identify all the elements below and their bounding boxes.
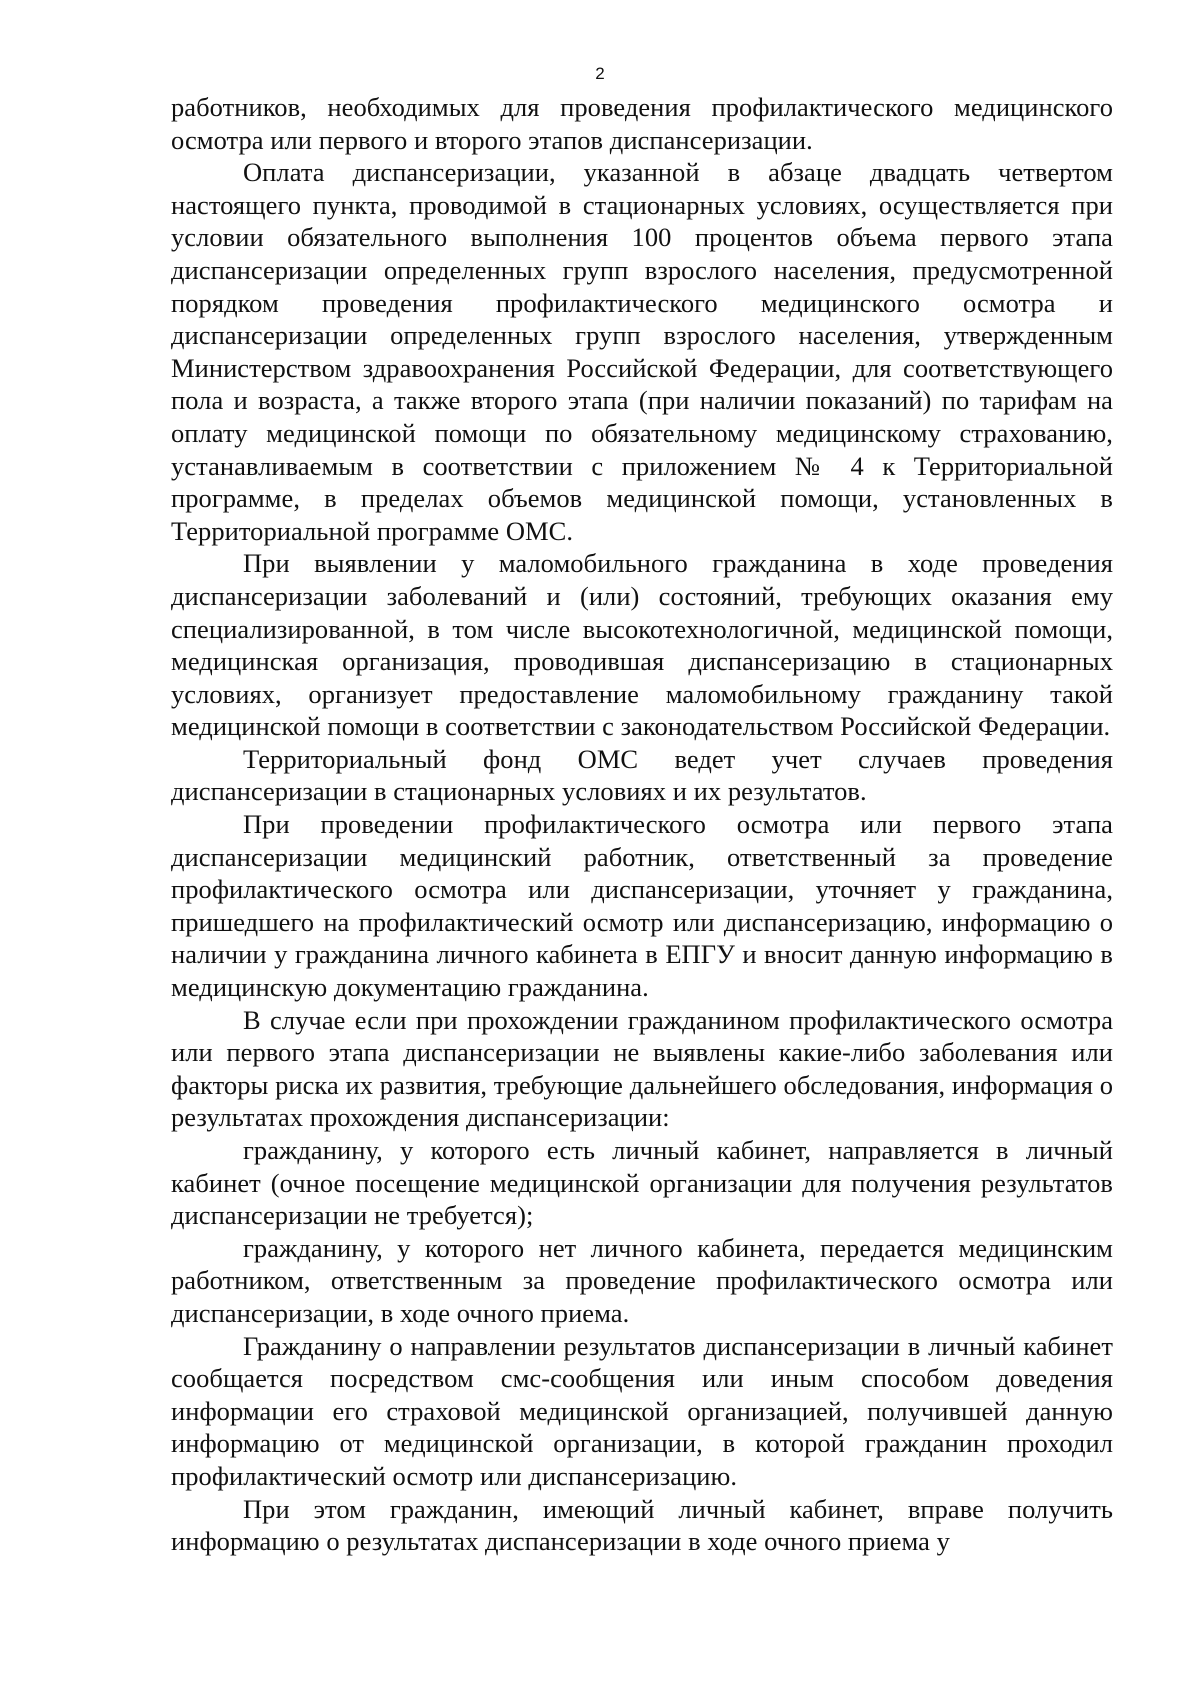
paragraph-low-mobility: При выявлении у маломобильного гражданина в ходе проведения диспансеризации заболеваний и (или) состояний, требующих оказания ему специализированной, в том числе высокотехнологичной, медицинской помощи, медицинская организация, проводившая диспансеризацию в стационарных условиях, организует предоставление маломобильному гражданину такой медицинской помощи в соответствии с законодательством Российской Федерации. [171, 548, 1113, 742]
paragraph-no-findings: В случае если при прохождении гражданином профилактического осмотра или первого этапа диспансеризации не выявлены какие-либо заболевания или факторы риска их развития, требующие дальнейшего обследования, информация о результатах прохождения диспансеризации: [171, 1004, 1113, 1133]
paragraph-no-account: гражданину, у которого нет личного кабинета, передается медицинским работником, ответственным за проведение профилактического осмотра или диспансеризации, в ходе очного приема. [171, 1232, 1113, 1328]
document-body [171, 91, 1113, 1558]
paragraph-in-person: При этом гражданин, имеющий личный кабинет, вправе получить информацию о результатах диспансеризации в ходе очного приема у [171, 1493, 1113, 1557]
page-number: 2 [595, 64, 605, 83]
paragraph-fund-accounting: Территориальный фонд ОМС ведет учет случаев проведения диспансеризации в стационарных условиях и их результатов. [171, 743, 1113, 807]
paragraph-payment: Оплата диспансеризации, указанной в абзаце двадцать четвертом настоящего пункта, проводимой в стационарных условиях, осуществляется при условии обязательного выполнения 100 процентов объема первого этапа диспансеризации определенных групп взрослого населения, предусмотренной порядком проведения профилактического медицинского осмотра и диспансеризации определенных групп взрослого населения, утвержденным Министерством здравоохранения Российской Федерации, для соответствующего пола и возраста, а также второго этапа (при наличии показаний) по тарифам на оплату медицинской помощи по обязательному медицинскому страхованию, устанавливаемым в соответствии с приложением № 4 к Территориальной программе, в пределах объемов медицинской помощи, установленных в Территориальной программе ОМС. [171, 157, 1113, 546]
paragraph-personal-account-check: При проведении профилактического осмотра или первого этапа диспансеризации медицинский работник, ответственный за проведение профилактического осмотра или диспансеризации, уточняет у гражданина, пришедшего на профилактический осмотр или диспансеризацию, информацию о наличии у гражданина личного кабинета в ЕПГУ и вносит данную информацию в медицинскую документацию гражданина. [171, 809, 1113, 1003]
paragraph-continuation: работников, необходимых для проведения профилактического медицинского осмотра или первого и второго этапов диспансеризации. [171, 92, 1113, 155]
paragraph-notification: Гражданину о направлении результатов диспансеризации в личный кабинет сообщается посредством смс-сообщения или иным способом доведения информации его страховой медицинской организацией, получившей данную информацию от медицинской организации, в которой гражданин проходил профилактический осмотр или диспансеризацию. [171, 1330, 1113, 1491]
paragraph-has-account: гражданину, у которого есть личный кабинет, направляется в личный кабинет (очное посещение медицинской организации для получения результатов диспансеризации не требуется); [171, 1135, 1113, 1231]
